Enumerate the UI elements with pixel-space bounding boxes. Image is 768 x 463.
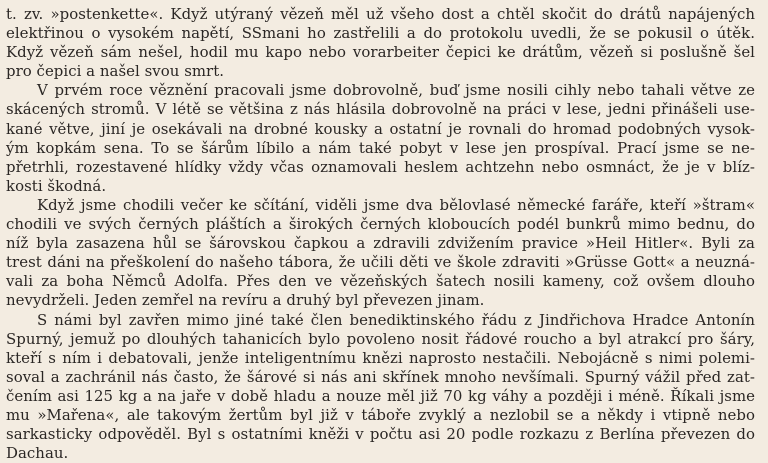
- text-line: chodili ve svých černých pláštích a širokých černých kloboucích podél bunkrů mimo bednu, do: [6, 215, 755, 234]
- text-line: níž byla zasazena hůl se šárovskou čapkou a zdravili zdvižením pravice »Heil Hitler«. Byli za: [6, 234, 755, 253]
- text-line: ým kopkám sena. To se šárům líbilo a nám také pobyt v lese jen prospíval. Prací jsme se ne-: [6, 139, 755, 158]
- text-line: soval a zachránil nás často, že šárové si nás ani skřínek mnoho nevšímali. Spurný vážil před zat-: [6, 368, 755, 387]
- text-line: kosti škodná.: [6, 177, 755, 196]
- text-line: skácených stromů. V létě se většina z nás hlásila dobrovolně na práci v lese, jedni přinášeli use-: [6, 100, 755, 119]
- text-line: S námi byl zavřen mimo jiné také člen benediktinského řádu z Jindřichova Hradce Antonín: [6, 311, 755, 330]
- paragraph-4: [6, 311, 755, 463]
- text-line: Když jsme chodili večer ke sčítání, viděli jsme dva bělovlasé německé faráře, kteří »štram«: [6, 196, 755, 215]
- text-line: přetrhli, rozestavené hlídky vždy včas oznamovali heslem achtzehn nebo osmnáct, že je v blíz-: [6, 158, 755, 177]
- text-line: pro čepici a našel svou smrt.: [6, 62, 755, 81]
- text-line: mu »Mařena«, ale takovým žertům byl již v táboře zvyklý a nezlobil se a někdy i vtipně nebo: [6, 406, 755, 425]
- text-line: čením asi 125 kg a na jaře v době hladu a nouze měl již 70 kg váhy a později i méně. Říkali jsme: [6, 387, 755, 406]
- text-line: Když vězeň sám nešel, hodil mu kapo nebo vorarbeiter čepici ke drátům, vězeň si poslušně šel: [6, 43, 755, 62]
- text-line: kané větve, jiní je osekávali na drobné kousky a ostatní je rovnali do hromad podobných vysok-: [6, 120, 755, 139]
- paragraph-2: [6, 81, 755, 196]
- text-line: elektřinou o vysokém napětí, SSmani ho zastřelili a do protokolu uvedli, že se pokusil o útěk.: [6, 24, 755, 43]
- paragraph-3: [6, 196, 755, 311]
- text-line: Dachau.: [6, 444, 755, 463]
- text-line: sarkasticky odpověděl. Byl s ostatními kněži v počtu asi 20 podle rozkazu z Berlína převezen do: [6, 425, 755, 444]
- text-line: vali za boha Němců Adolfa. Přes den ve vězeňských šatech nosili kameny, což ovšem dlouho: [6, 272, 755, 291]
- text-line: trest dáni na přeškolení do našeho tábora, že učili děti ve škole zdraviti »Grüsse Gott« a neuzná-: [6, 253, 755, 272]
- text-line: t. zv. »postenkette«. Když utýraný vězeň měl už všeho dost a chtěl skočit do drátů napájených: [6, 5, 755, 24]
- paragraph-1: [6, 5, 755, 81]
- text-line: V prvém roce věznění pracovali jsme dobrovolně, buď jsme nosili cihly nebo tahali větve ze: [6, 81, 755, 100]
- text-line: nevydrželi. Jeden zemřel na revíru a druhý byl převezen jinam.: [6, 291, 755, 310]
- text-line: kteří s ním i debatovali, jenže inteligentnímu knězi naprosto nestačili. Nebojácně s nimi polemi-: [6, 349, 755, 368]
- text-line: Spurný, jemuž po dlouhých tahanicích bylo povoleno nosit řádové roucho a byl atrakcí pro šáry,: [6, 330, 755, 349]
